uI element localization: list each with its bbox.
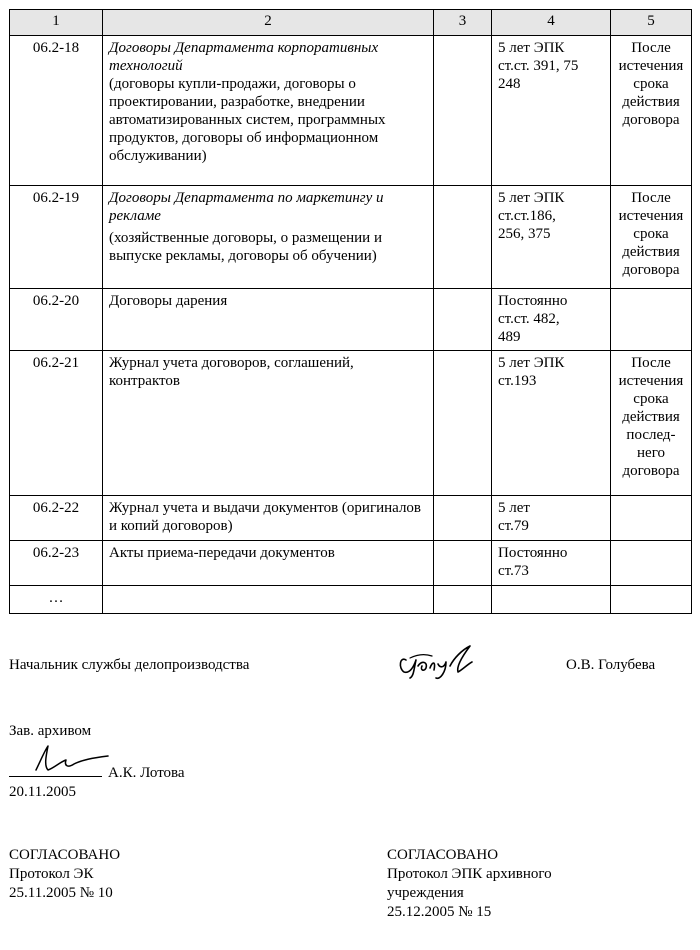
row-index (10, 36, 103, 186)
archive-head-date: 20.11.2005 (9, 784, 76, 800)
note-line: истечения (618, 208, 684, 224)
row-note (611, 289, 692, 351)
table-row (10, 586, 692, 614)
note-line: истечения (618, 373, 684, 389)
note-line: истечения (618, 58, 684, 74)
table-row (10, 289, 692, 351)
nomenclature-table (9, 9, 692, 614)
name-text: О.В. Голубева (566, 657, 656, 673)
row-index-text: 06.2-18 (32, 40, 80, 56)
row-index-text: 06.2-19 (32, 190, 80, 206)
table-row (10, 496, 692, 541)
row-col3 (434, 496, 492, 541)
row-index (10, 496, 103, 541)
row-col3 (434, 186, 492, 289)
retention-term-line: 5 лет ЭПК (498, 40, 565, 56)
note-line: После (631, 190, 671, 206)
table-body (10, 36, 692, 614)
row-index (10, 351, 103, 496)
approval-left (9, 846, 120, 903)
row-description (103, 586, 434, 614)
head-of-records-position (9, 656, 249, 674)
note-line: договора (622, 262, 680, 278)
row-description (103, 186, 434, 289)
row-description (103, 351, 434, 496)
row-col3 (434, 351, 492, 496)
row-retention-term (492, 496, 611, 541)
note-line: действия (622, 409, 680, 425)
row-index-text: 06.2-21 (32, 355, 80, 371)
head-of-records-signature (392, 638, 504, 682)
header-col-3: 3 (434, 10, 492, 36)
table-row (10, 541, 692, 586)
row-title: Договоры Департамента по маркетингу и рекламе (109, 190, 384, 224)
retention-term-line: ст.ст.186, (498, 208, 556, 224)
header-col-2: 2 (103, 10, 434, 36)
table-row (10, 351, 692, 496)
row-description-text: (договоры купли-продажи, договоры о проектировании, разработке, внедрении автоматизированных систем, программных продуктов, договоры об информационном обслуживании) (109, 76, 386, 164)
table-header-row (10, 10, 692, 36)
retention-term-line: 489 (498, 329, 521, 345)
note-line: договора (622, 463, 680, 479)
row-note (611, 541, 692, 586)
row-note (611, 496, 692, 541)
note-line: договора (622, 112, 680, 128)
row-index (10, 186, 103, 289)
row-retention-term (492, 586, 611, 614)
note-line: послед- (626, 427, 676, 443)
row-col3 (434, 36, 492, 186)
head-of-records-name (566, 656, 655, 674)
retention-term-line: 5 лет ЭПК (498, 190, 565, 206)
row-col3 (434, 541, 492, 586)
row-description-text: Журнал учета договоров, соглашений, контрактов (109, 355, 354, 389)
header-col-5: 5 (611, 10, 692, 36)
row-description-text: (хозяйственные договоры, о размещении и выпуске рекламы, договоры об обучении) (109, 230, 382, 264)
note-line: После (631, 355, 671, 371)
retention-term-line: Постоянно (498, 545, 568, 561)
retention-term-line: ст.73 (498, 563, 529, 579)
position-text: Начальник службы делопроизводства (9, 657, 250, 673)
note-line: срока (633, 76, 669, 92)
row-index-text: 06.2-20 (32, 293, 80, 309)
approval-left-label: СОГЛАСОВАНО (9, 847, 121, 863)
row-description (103, 541, 434, 586)
row-col3 (434, 289, 492, 351)
retention-term-line: ст.79 (498, 518, 529, 534)
row-index (10, 541, 103, 586)
note-line: После (631, 40, 671, 56)
row-description-text: Журнал учета и выдачи документов (оригиналов и копий договоров) (109, 500, 422, 534)
row-index-text: … (48, 590, 64, 606)
row-description (103, 496, 434, 541)
row-retention-term (492, 186, 611, 289)
row-description (103, 36, 434, 186)
retention-term-line: 248 (498, 76, 521, 92)
table-row (10, 186, 692, 289)
archive-head-name: А.К. Лотова (108, 765, 185, 781)
retention-term-line: ст.193 (498, 373, 537, 389)
row-note (611, 186, 692, 289)
approval-right-label: СОГЛАСОВАНО (387, 847, 499, 863)
note-line: срока (633, 226, 669, 242)
row-retention-term (492, 36, 611, 186)
row-index (10, 586, 103, 614)
row-index-text: 06.2-23 (32, 545, 80, 561)
archive-head-position: Зав. архивом (9, 723, 92, 739)
retention-term-line: ст.ст. 482, (498, 311, 560, 327)
row-retention-term (492, 289, 611, 351)
approval-left-line2: 25.11.2005 № 10 (9, 885, 113, 901)
row-note (611, 351, 692, 496)
row-title: Договоры Департамента корпоративных технологий (109, 40, 379, 74)
retention-term-line: 5 лет ЭПК (498, 355, 565, 371)
approval-right-line3: 25.12.2005 № 15 (387, 904, 492, 920)
note-line: действия (622, 94, 680, 110)
row-retention-term (492, 351, 611, 496)
retention-term-line: ст.ст. 391, 75 (498, 58, 579, 74)
note-line: срока (633, 391, 669, 407)
row-index-text: 06.2-22 (32, 500, 80, 516)
table-row (10, 36, 692, 186)
approval-right-line2: учреждения (387, 885, 464, 901)
approval-right (387, 846, 552, 922)
note-line: действия (622, 244, 680, 260)
archive-head-signature (32, 740, 112, 776)
row-index (10, 289, 103, 351)
row-description (103, 289, 434, 351)
row-retention-term (492, 541, 611, 586)
row-note (611, 36, 692, 186)
row-description-text: Акты приема-передачи документов (109, 545, 335, 561)
approval-left-line1: Протокол ЭК (9, 866, 94, 882)
retention-term-line: 5 лет (498, 500, 530, 516)
header-col-1: 1 (10, 10, 103, 36)
row-description-text: Договоры дарения (109, 293, 228, 309)
note-line: него (637, 445, 665, 461)
approval-right-line1: Протокол ЭПК архивного (387, 866, 552, 882)
header-col-4: 4 (492, 10, 611, 36)
row-col3 (434, 586, 492, 614)
retention-term-line: Постоянно (498, 293, 568, 309)
retention-term-line: 256, 375 (498, 226, 551, 242)
row-note (611, 586, 692, 614)
